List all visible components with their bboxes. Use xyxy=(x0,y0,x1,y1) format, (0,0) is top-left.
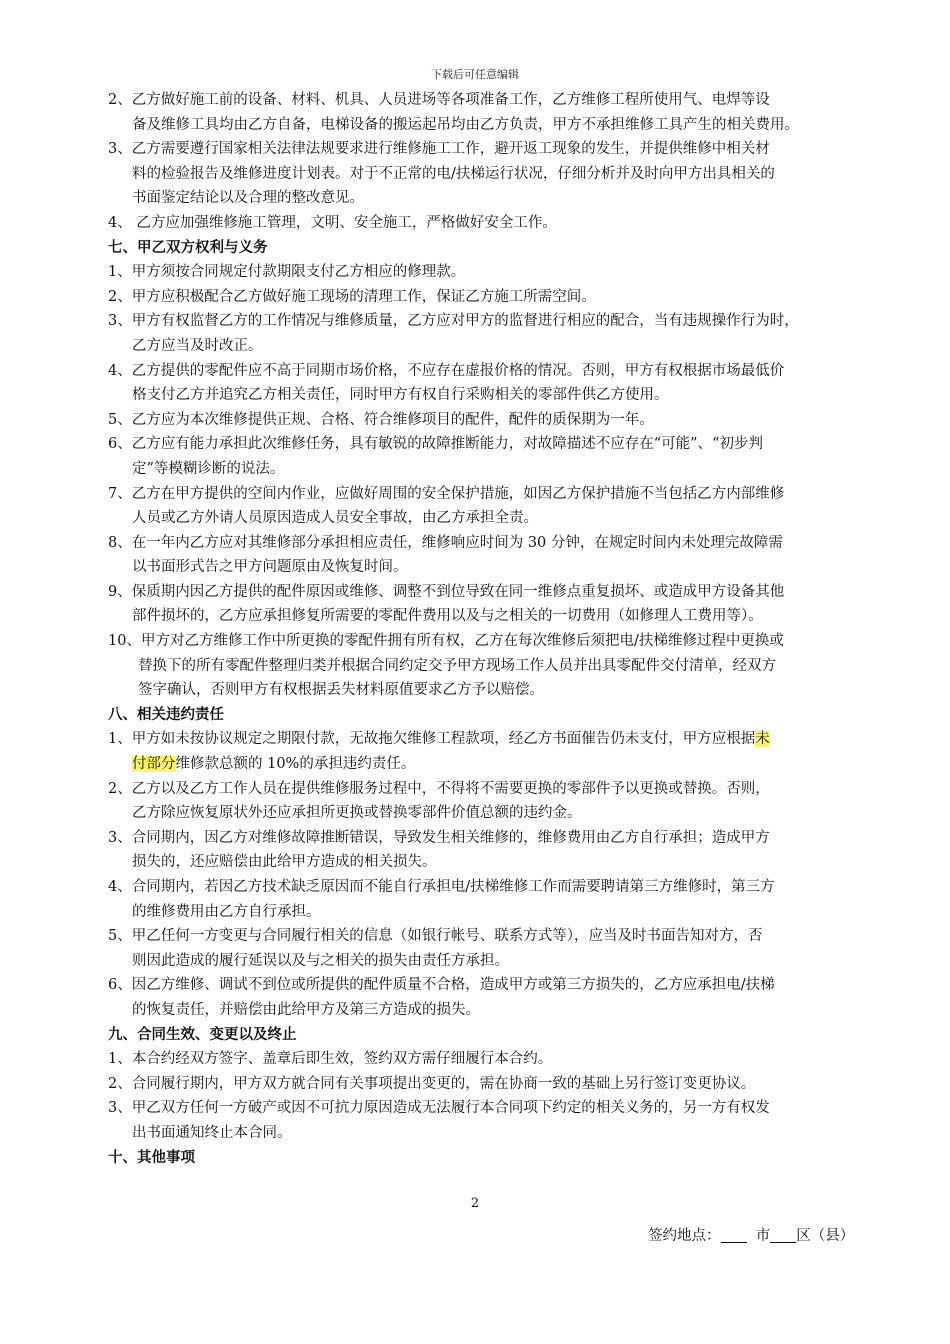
clause-line xyxy=(108,727,908,752)
line-text: 6、因乙方维修、调试不到位或所提供的配件质量不合格，造成甲方或第三方损失的，乙方应承担电/扶梯 xyxy=(108,977,775,994)
line-text: 9、保质期内因乙方提供的配件原因或维修、调整不到位导致在同一维修点重复损坏、或造成甲方设备其他 xyxy=(108,583,785,600)
clause-line xyxy=(108,654,908,679)
line-text: 的恢复责任，并赔偿由此给甲方及第三方造成的损失。 xyxy=(132,1001,480,1018)
line-text: 定”等模糊诊断的说法。 xyxy=(132,460,285,477)
clause-line xyxy=(108,998,908,1023)
city-blank[interactable] xyxy=(721,1227,747,1243)
line-text: 人员或乙方外请人员原因造成人员安全事故，由乙方承担全责。 xyxy=(132,510,538,527)
page-header: 下载后可任意编辑 xyxy=(431,68,519,81)
clause-line xyxy=(108,777,908,802)
line-text: 八、相关违约责任 xyxy=(108,705,224,723)
clause-line xyxy=(108,580,908,605)
clause-line xyxy=(108,629,908,654)
district-label: 区（县） xyxy=(796,1228,855,1244)
clause-line xyxy=(108,1096,908,1121)
clause-line xyxy=(108,359,908,384)
line-text: 5、乙方应为本次维修提供正规、合格、符合维修项目的配件，配件的质保期为一年。 xyxy=(108,411,654,428)
line-text: 则因此造成的履行延误以及与之相关的损失由责任方承担。 xyxy=(132,952,509,969)
line-text: 乙方应当及时改正。 xyxy=(132,337,263,354)
line-text: 4、乙方提供的零配件应不高于同期市场价格，不应存在虚报价格的情况。否则，甲方有权根据市场最低价 xyxy=(108,362,785,379)
district-blank[interactable] xyxy=(770,1227,796,1243)
highlighted-text: 未 xyxy=(755,731,770,748)
line-text: 1、本合约经双方签字、盖章后即生效，签约双方需仔细履行本合约。 xyxy=(108,1051,553,1068)
line-text: 料的检验报告及维修进度计划表。对于不正常的电/扶梯运行状况，仔细分析并及时向甲方出具相关的 xyxy=(132,165,775,182)
line-text: 以书面形式告之甲方问题原由及恢复时间。 xyxy=(132,559,408,576)
clause-line xyxy=(108,678,908,703)
clause-line xyxy=(108,408,908,433)
line-text: 九、合同生效、变更以及终止 xyxy=(108,1025,297,1043)
clause-line xyxy=(108,457,908,482)
line-text: 格支付乙方并追究乙方相关责任，同时甲方有权自行采购相关的零部件供乙方使用。 xyxy=(132,387,669,404)
clause-line xyxy=(108,752,908,777)
line-text: 2、乙方做好施工前的设备、材料、机具、人员进场等各项准备工作，乙方维修工程所使用气、电焊等设 xyxy=(108,92,770,108)
clause-line xyxy=(108,137,908,162)
line-text: 乙方除应恢复原状外还应承担所更换或替换零部件价值总额的违约金。 xyxy=(132,805,582,822)
clause-line xyxy=(108,801,908,826)
section-heading xyxy=(108,236,908,261)
clause-line xyxy=(108,900,908,925)
clause-line xyxy=(108,1047,908,1072)
line-text: 十、其他事项 xyxy=(108,1148,195,1166)
section-heading xyxy=(108,1146,908,1171)
line-text: 6、乙方应有能力承担此次维修任务，具有敏锐的故障推断能力，对故障描述不应存在“可能”、“初步判 xyxy=(108,436,763,453)
line-text: 10、甲方对乙方维修工作中所更换的零配件拥有所有权，乙方在每次维修后须把电/扶梯维修过程中更换或 xyxy=(108,633,784,650)
clause-line xyxy=(108,88,908,113)
line-text: 3、合同期内，因乙方对维修故障推断错误，导致发生相关维修的，维修费用由乙方自行承担；造成甲方 xyxy=(108,829,770,846)
clause-line xyxy=(108,113,908,138)
clause-line xyxy=(108,1072,908,1097)
clause-line xyxy=(108,211,908,236)
city-label: 市 xyxy=(755,1228,771,1244)
line-text: 签字确认，否则甲方有权根据丢失材料原值要求乙方予以赔偿。 xyxy=(138,682,544,699)
line-text: 3、乙方需要遵行国家相关法律法规要求进行维修施工工作，避开返工现象的发生，并提供维修中相关材 xyxy=(108,141,770,158)
line-text: 2、乙方以及乙方工作人员在提供维修服务过程中，不得将不需要更换的零部件予以更换或替换。否则， xyxy=(108,780,770,797)
line-text: 的维修费用由乙方自行承担。 xyxy=(132,903,321,920)
clause-line xyxy=(108,506,908,531)
line-text: 7、乙方在甲方提供的空间内作业，应做好周围的安全保护措施，如因乙方保护措施不当包括乙方内部维修 xyxy=(108,485,785,502)
line-text: 出书面通知终止本合同。 xyxy=(132,1124,292,1141)
clause-line xyxy=(108,826,908,851)
signing-label: 签约地点： xyxy=(648,1228,721,1244)
line-text: 书面鉴定结论以及合理的整改意见。 xyxy=(132,190,364,207)
clause-line xyxy=(108,309,908,334)
line-text: 4、合同期内，若因乙方技术缺乏原因而不能自行承担电/扶梯维修工作而需要聘请第三方维修时，第三方 xyxy=(108,879,775,895)
clause-line xyxy=(108,334,908,359)
clause-line xyxy=(108,260,908,285)
line-text: 七、甲乙双方权利与义务 xyxy=(108,238,268,256)
clause-line xyxy=(108,531,908,556)
highlighted-text: 付部分 xyxy=(132,756,176,773)
line-text: 替换下的所有零配件整理归类并根据合同约定交予甲方现场工作人员并出具零配件交付清单，经双方 xyxy=(138,657,776,674)
clause-line xyxy=(108,383,908,408)
clause-line xyxy=(108,482,908,507)
line-text: 3、甲方有权监督乙方的工作情况与维修质量，乙方应对甲方的监督进行相应的配合，当有违规操作行为时， xyxy=(108,313,799,330)
line-text: 2、合同履行期内，甲方双方就合同有关事项提出变更的，需在协商一致的基础上另行签订变更协议。 xyxy=(108,1075,756,1092)
line-text: 备及维修工具均由乙方自备，电梯设备的搬运起吊均由乙方负责，甲方不承担维修工具产生的相关费用。 xyxy=(132,116,799,133)
clause-line xyxy=(108,973,908,998)
signing-location xyxy=(648,1224,854,1245)
clause-line xyxy=(108,162,908,187)
section-heading xyxy=(108,1023,908,1048)
clause-line xyxy=(108,1121,908,1146)
line-text: 8、在一年内乙方应对其维修部分承担相应责任，维修响应时间为 30 分钟，在规定时间内未处理完故障需 xyxy=(108,534,783,551)
section-heading xyxy=(108,703,908,728)
line-text: 部件损坏的，乙方应承担修复所需要的零配件费用以及与之相关的一切费用（如修理人工费用等）。 xyxy=(132,608,763,625)
line-text: 3、甲乙双方任何一方破产或因不可抗力原因造成无法履行本合同项下约定的相关义务的，另一方有权发 xyxy=(108,1100,770,1117)
line-text: 2、甲方应积极配合乙方做好施工现场的清理工作，保证乙方施工所需空间。 xyxy=(108,288,596,305)
page-number: 2 xyxy=(470,1196,480,1211)
clause-line xyxy=(108,604,908,629)
clause-line xyxy=(108,555,908,580)
clause-line xyxy=(108,875,908,900)
clause-line xyxy=(108,285,908,310)
line-text: 1、甲方如未按协议规定之期限付款，无故拖欠维修工程款项，经乙方书面催告仍未支付，甲方应根据 xyxy=(108,731,756,748)
line-text: 5、甲乙任何一方变更与合同履行相关的信息（如银行帐号、联系方式等），应当及时书面告知对方，否 xyxy=(108,928,763,945)
clause-line xyxy=(108,949,908,974)
line-text: 损失的，还应赔偿由此给甲方造成的相关损失。 xyxy=(132,854,437,871)
clause-line xyxy=(108,924,908,949)
line-text: 1、甲方须按合同规定付款期限支付乙方相应的修理款。 xyxy=(108,264,466,281)
contract-body xyxy=(108,88,908,1170)
line-text: 4、 乙方应加强维修施工管理，文明、安全施工，严格做好安全工作。 xyxy=(108,214,557,231)
line-text: 维修款总额的 10%的承担违约责任。 xyxy=(175,756,416,773)
clause-line xyxy=(108,432,908,457)
clause-line xyxy=(108,186,908,211)
clause-line xyxy=(108,850,908,875)
